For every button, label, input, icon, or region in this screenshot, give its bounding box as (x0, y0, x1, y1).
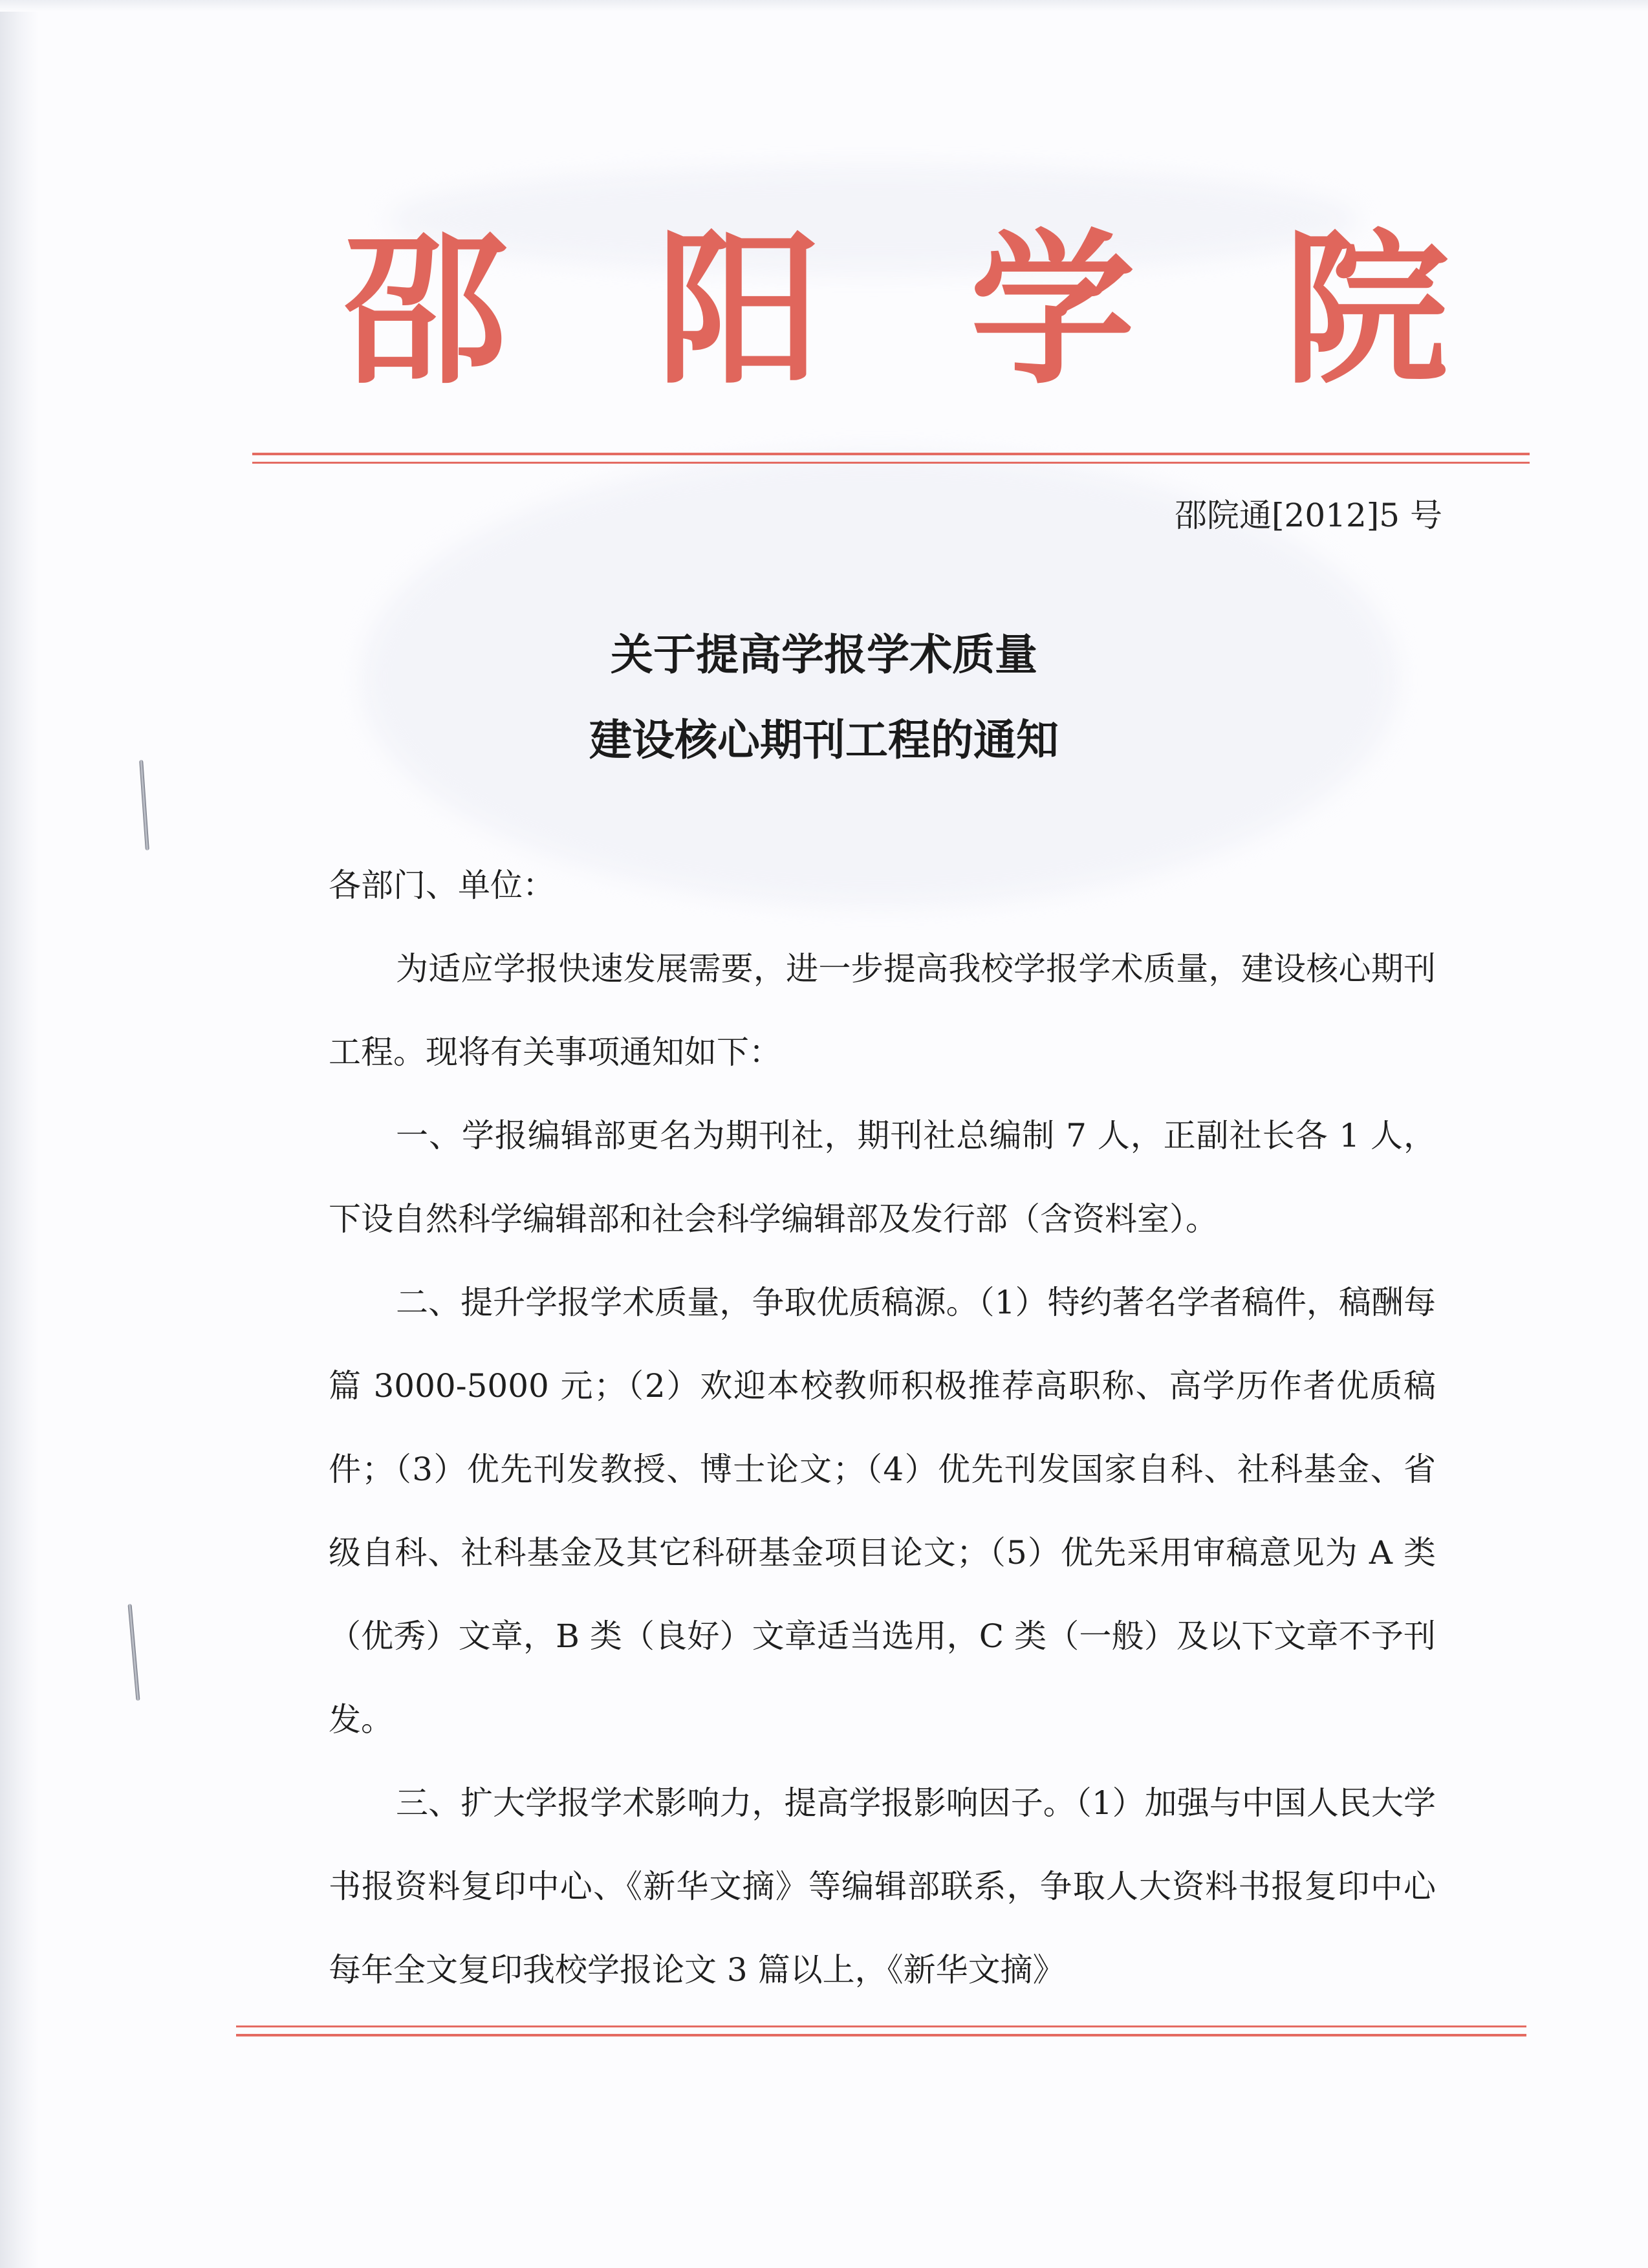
body-paragraph: 三、扩大学报学术影响力，提高学报影响因子。（1）加强与中国人民大学书报资料复印中心、《新华文摘》等编辑部联系，争取人大资料书报复印中心每年全文复印我校学报论文 3 篇以上，《新华文摘》 (329, 1784, 1436, 1989)
document-title-line-2: 建设核心期刊工程的通知 (589, 715, 1059, 765)
salutation: 各部门、单位： (329, 867, 555, 904)
footer-rule-thin (236, 2025, 1526, 2027)
body-paragraph: 为适应学报快速发展需要，进一步提高我校学报学术质量，建设核心期刊工程。现将有关事项通知如下： (329, 950, 1436, 1071)
letterhead-char: 院 (1283, 213, 1449, 407)
letterhead-char: 邵 (343, 213, 508, 407)
letterhead (343, 213, 1449, 407)
document-number: 邵院通[2012]5 号 (1175, 497, 1442, 534)
binding-staple (127, 1604, 140, 1701)
letterhead-rule-top-thin (252, 462, 1530, 464)
scan-top-shadow (0, 0, 1648, 12)
document-body (329, 844, 1436, 2012)
document-title-line-1: 关于提高学报学术质量 (611, 630, 1037, 680)
body-paragraph: 二、提升学报学术质量，争取优质稿源。（1）特约著名学者稿件，稿酬每篇 3000-5000 元；（2）欢迎本校教师积极推荐高职称、高学历作者优质稿件；（3）优先刊发教授、博士论文；（4）优先刊发国家自科、社科基金、省级自科、社科基金及其它科研基金项目论文；（5）优先采用审稿意见为 A 类（优秀）文章，B 类（良好）文章适当选用，C 类（一般）及以下文章不予刊发。 (329, 1284, 1436, 1738)
letterhead-char: 阳 (656, 213, 821, 407)
letterhead-char: 学 (970, 213, 1135, 407)
body-paragraph: 一、学报编辑部更名为期刊社，期刊社总编制 7 人，正副社长各 1 人，下设自然科学编辑部和社会科学编辑部及发行部（含资料室）。 (329, 1117, 1436, 1238)
letterhead-rule-top (252, 453, 1530, 455)
binding-staple (139, 760, 149, 850)
scan-edge-shadow (0, 0, 39, 2268)
footer-rule (236, 2034, 1526, 2036)
